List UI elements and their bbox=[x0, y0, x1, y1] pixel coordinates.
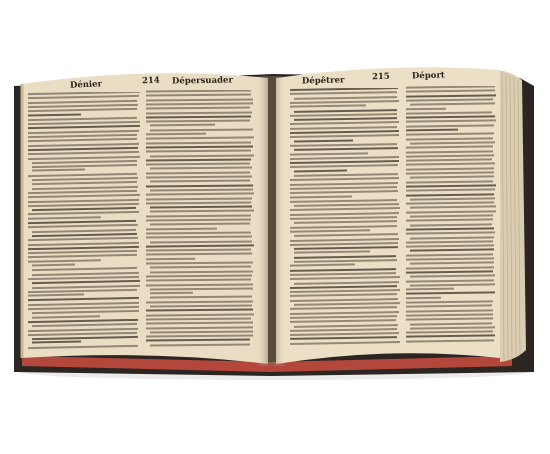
print-line bbox=[406, 107, 446, 109]
print-line bbox=[294, 255, 396, 258]
print-line bbox=[150, 188, 253, 191]
print-line bbox=[406, 94, 496, 97]
print-line bbox=[406, 270, 493, 273]
print-line bbox=[146, 249, 251, 252]
print-line bbox=[410, 197, 495, 200]
print-line bbox=[146, 90, 251, 92]
right-page-column-1 bbox=[290, 88, 400, 348]
print-line bbox=[406, 296, 441, 298]
print-line bbox=[290, 242, 398, 245]
print-line bbox=[290, 264, 355, 267]
print-line bbox=[406, 305, 492, 308]
print-line bbox=[290, 319, 396, 322]
print-line bbox=[146, 94, 251, 97]
print-line bbox=[146, 274, 252, 277]
print-line bbox=[28, 95, 139, 99]
print-line bbox=[290, 285, 397, 288]
print-line bbox=[146, 261, 253, 264]
print-line bbox=[290, 268, 396, 271]
print-line bbox=[406, 279, 494, 282]
right-page-column-2 bbox=[406, 86, 496, 346]
print-line bbox=[406, 133, 494, 136]
print-line bbox=[294, 246, 398, 249]
print-line bbox=[150, 343, 250, 346]
print-line bbox=[32, 164, 137, 168]
print-line bbox=[146, 107, 250, 110]
print-line bbox=[406, 227, 494, 230]
print-line bbox=[28, 130, 139, 134]
print-line bbox=[406, 288, 454, 290]
print-line bbox=[28, 237, 138, 241]
print-line bbox=[410, 275, 495, 278]
print-line bbox=[28, 173, 137, 177]
print-line bbox=[146, 141, 251, 144]
print-line bbox=[28, 220, 136, 224]
print-line bbox=[290, 336, 397, 339]
print-line bbox=[32, 233, 137, 237]
print-line bbox=[28, 134, 137, 138]
print-line bbox=[28, 297, 139, 301]
print-line bbox=[28, 99, 137, 103]
print-line bbox=[150, 128, 253, 131]
print-line bbox=[290, 156, 399, 159]
print-line bbox=[28, 276, 139, 280]
print-line bbox=[28, 246, 139, 250]
print-line bbox=[410, 103, 495, 106]
print-line bbox=[410, 236, 494, 239]
print-line bbox=[150, 330, 253, 333]
print-line bbox=[146, 163, 250, 166]
print-line bbox=[32, 336, 138, 340]
print-line bbox=[406, 335, 495, 338]
print-line bbox=[146, 257, 195, 259]
print-line bbox=[294, 233, 398, 236]
print-line bbox=[290, 134, 399, 137]
print-line bbox=[150, 304, 252, 307]
print-line bbox=[146, 214, 251, 217]
print-line bbox=[290, 160, 399, 163]
print-line bbox=[32, 267, 137, 271]
print-line bbox=[410, 322, 492, 325]
print-line bbox=[28, 332, 137, 336]
print-line bbox=[32, 181, 137, 185]
print-line bbox=[146, 120, 250, 123]
print-line bbox=[146, 133, 206, 135]
print-line bbox=[410, 141, 495, 144]
print-line bbox=[406, 210, 496, 213]
print-line bbox=[410, 283, 495, 286]
print-line bbox=[406, 339, 494, 342]
print-line bbox=[406, 180, 493, 183]
print-line bbox=[28, 198, 139, 202]
print-line bbox=[410, 214, 493, 217]
print-line bbox=[406, 167, 494, 170]
print-line bbox=[146, 218, 251, 221]
print-line bbox=[146, 326, 253, 329]
print-line bbox=[406, 313, 493, 316]
print-line bbox=[28, 190, 137, 194]
print-line bbox=[294, 251, 370, 254]
print-line bbox=[32, 229, 136, 233]
print-line bbox=[294, 173, 398, 176]
print-line bbox=[406, 146, 493, 149]
print-line bbox=[290, 130, 399, 133]
print-line bbox=[406, 158, 492, 161]
print-line bbox=[406, 318, 493, 321]
print-line bbox=[32, 185, 138, 189]
print-line bbox=[406, 154, 494, 157]
print-line bbox=[290, 315, 397, 318]
print-line bbox=[406, 257, 494, 260]
gutter-shadow bbox=[256, 76, 286, 366]
print-line bbox=[294, 117, 397, 120]
print-line bbox=[290, 177, 399, 180]
print-line bbox=[146, 322, 253, 325]
print-line bbox=[290, 306, 397, 309]
print-line bbox=[28, 327, 138, 331]
print-line bbox=[406, 266, 494, 269]
print-line bbox=[28, 259, 101, 262]
print-line bbox=[406, 232, 495, 235]
print-line bbox=[290, 238, 399, 242]
print-line bbox=[406, 120, 496, 123]
print-line bbox=[150, 167, 252, 170]
print-line bbox=[406, 189, 495, 192]
print-line bbox=[406, 309, 493, 312]
left-guide-word-left: Dénier bbox=[69, 79, 103, 91]
print-line bbox=[294, 203, 399, 206]
print-line bbox=[146, 171, 250, 174]
print-line bbox=[146, 102, 253, 105]
print-line bbox=[146, 193, 254, 196]
print-line bbox=[290, 229, 370, 232]
print-line bbox=[290, 100, 399, 103]
print-line bbox=[28, 147, 138, 151]
print-line bbox=[28, 108, 137, 112]
print-line bbox=[406, 184, 496, 187]
print-line bbox=[294, 139, 353, 142]
print-line bbox=[32, 271, 139, 275]
print-line bbox=[290, 289, 400, 293]
print-line bbox=[146, 236, 252, 239]
print-line bbox=[146, 111, 252, 114]
print-line bbox=[28, 155, 140, 159]
print-line bbox=[406, 201, 494, 204]
print-line bbox=[28, 306, 139, 310]
print-line bbox=[150, 270, 253, 273]
print-line bbox=[32, 323, 137, 327]
right-page-number: 215 bbox=[371, 71, 390, 83]
print-line bbox=[32, 310, 139, 314]
print-line bbox=[146, 184, 253, 187]
print-line bbox=[146, 279, 251, 282]
print-line bbox=[146, 244, 254, 247]
print-line bbox=[406, 330, 493, 333]
print-line bbox=[146, 158, 251, 161]
print-line bbox=[146, 227, 217, 229]
print-line bbox=[290, 105, 366, 108]
print-line bbox=[290, 186, 397, 189]
print-line bbox=[28, 194, 140, 198]
print-line bbox=[406, 240, 493, 243]
right-guide-word-left: Dépêtrer bbox=[301, 75, 345, 87]
print-line bbox=[28, 142, 139, 146]
print-line bbox=[28, 125, 140, 129]
print-line bbox=[146, 231, 251, 234]
print-line bbox=[290, 328, 397, 331]
print-line bbox=[146, 309, 253, 312]
print-line bbox=[290, 190, 398, 193]
print-line bbox=[28, 224, 138, 228]
print-line bbox=[410, 223, 492, 226]
print-line bbox=[290, 91, 397, 94]
print-line bbox=[28, 113, 81, 116]
print-line bbox=[32, 264, 75, 266]
print-line bbox=[150, 210, 254, 213]
print-line bbox=[146, 313, 254, 316]
print-line bbox=[410, 176, 494, 179]
print-line bbox=[28, 104, 138, 108]
print-line bbox=[410, 326, 495, 329]
print-line bbox=[406, 111, 492, 114]
print-line bbox=[28, 319, 138, 323]
print-line bbox=[406, 171, 494, 174]
print-line bbox=[32, 280, 140, 284]
print-line bbox=[150, 206, 252, 209]
print-line bbox=[28, 211, 139, 215]
print-line bbox=[406, 98, 493, 101]
print-line bbox=[28, 138, 137, 142]
print-line bbox=[146, 317, 251, 320]
print-line bbox=[290, 207, 400, 211]
print-line bbox=[410, 262, 494, 265]
print-line bbox=[146, 137, 254, 140]
print-line bbox=[290, 113, 397, 116]
print-line bbox=[290, 164, 398, 167]
print-line bbox=[28, 345, 138, 349]
print-line bbox=[28, 203, 139, 207]
print-line bbox=[290, 121, 399, 124]
print-line bbox=[290, 332, 399, 336]
print-line bbox=[406, 129, 458, 131]
print-line bbox=[150, 223, 250, 226]
print-line bbox=[146, 201, 251, 204]
print-line bbox=[146, 145, 253, 148]
print-line bbox=[150, 124, 215, 126]
print-line bbox=[290, 276, 400, 280]
print-line bbox=[294, 169, 347, 172]
print-line bbox=[28, 151, 139, 155]
print-line bbox=[406, 292, 495, 295]
print-line bbox=[290, 182, 398, 185]
left-guide-word-right: Dépersuader bbox=[171, 75, 234, 87]
left-page-number: 214 bbox=[141, 75, 160, 87]
print-line bbox=[406, 193, 494, 196]
print-line bbox=[146, 253, 252, 256]
print-line bbox=[146, 150, 251, 153]
print-line bbox=[146, 339, 250, 342]
print-line bbox=[406, 115, 495, 118]
print-line bbox=[406, 86, 495, 88]
print-line bbox=[410, 206, 496, 209]
print-line bbox=[294, 96, 397, 99]
print-line bbox=[146, 197, 252, 200]
print-line bbox=[290, 143, 397, 146]
print-line bbox=[146, 175, 252, 178]
print-line bbox=[28, 289, 137, 293]
print-line bbox=[290, 212, 399, 215]
print-line bbox=[150, 240, 252, 243]
print-line bbox=[28, 241, 139, 245]
print-line bbox=[406, 244, 494, 247]
print-line bbox=[406, 219, 493, 222]
print-line bbox=[32, 177, 138, 181]
print-line bbox=[28, 294, 84, 297]
right-guide-word-right: Déport bbox=[411, 70, 445, 82]
print-line bbox=[406, 163, 495, 166]
print-line bbox=[150, 266, 251, 269]
print-line bbox=[32, 160, 137, 164]
print-line bbox=[28, 254, 137, 258]
left-page-column-2 bbox=[146, 90, 254, 348]
print-line bbox=[406, 300, 493, 303]
print-line bbox=[290, 293, 397, 296]
print-line bbox=[150, 154, 254, 157]
print-line bbox=[294, 259, 397, 262]
print-line bbox=[146, 98, 253, 101]
print-line bbox=[290, 199, 397, 202]
print-line bbox=[28, 216, 101, 219]
print-line bbox=[146, 283, 253, 286]
print-line bbox=[406, 90, 495, 93]
print-line bbox=[150, 292, 193, 294]
print-line bbox=[290, 341, 400, 345]
print-line bbox=[406, 150, 493, 153]
print-line bbox=[294, 281, 399, 284]
print-line bbox=[150, 180, 250, 183]
print-line bbox=[406, 137, 493, 140]
print-line bbox=[32, 341, 81, 344]
print-line bbox=[410, 249, 494, 252]
print-line bbox=[28, 302, 139, 306]
print-line bbox=[290, 195, 352, 198]
print-line bbox=[32, 315, 100, 318]
print-line bbox=[290, 88, 398, 91]
print-line bbox=[406, 253, 493, 256]
print-line bbox=[290, 152, 368, 155]
print-line bbox=[290, 298, 398, 301]
print-line bbox=[32, 284, 140, 288]
print-line bbox=[290, 225, 397, 228]
print-line bbox=[406, 124, 494, 127]
print-line bbox=[290, 272, 396, 275]
print-line bbox=[290, 216, 397, 219]
print-line bbox=[146, 300, 253, 303]
print-line bbox=[150, 296, 252, 299]
print-line bbox=[294, 220, 397, 223]
print-line bbox=[150, 287, 253, 290]
print-line bbox=[294, 109, 397, 112]
print-line bbox=[146, 115, 251, 118]
print-line bbox=[290, 311, 399, 315]
print-line bbox=[146, 335, 253, 338]
print-line bbox=[28, 117, 137, 121]
left-page-column-1 bbox=[28, 92, 140, 350]
print-line bbox=[294, 147, 398, 150]
print-line bbox=[294, 302, 400, 305]
print-line bbox=[294, 324, 398, 327]
print-line bbox=[290, 126, 397, 129]
print-line bbox=[32, 169, 85, 172]
